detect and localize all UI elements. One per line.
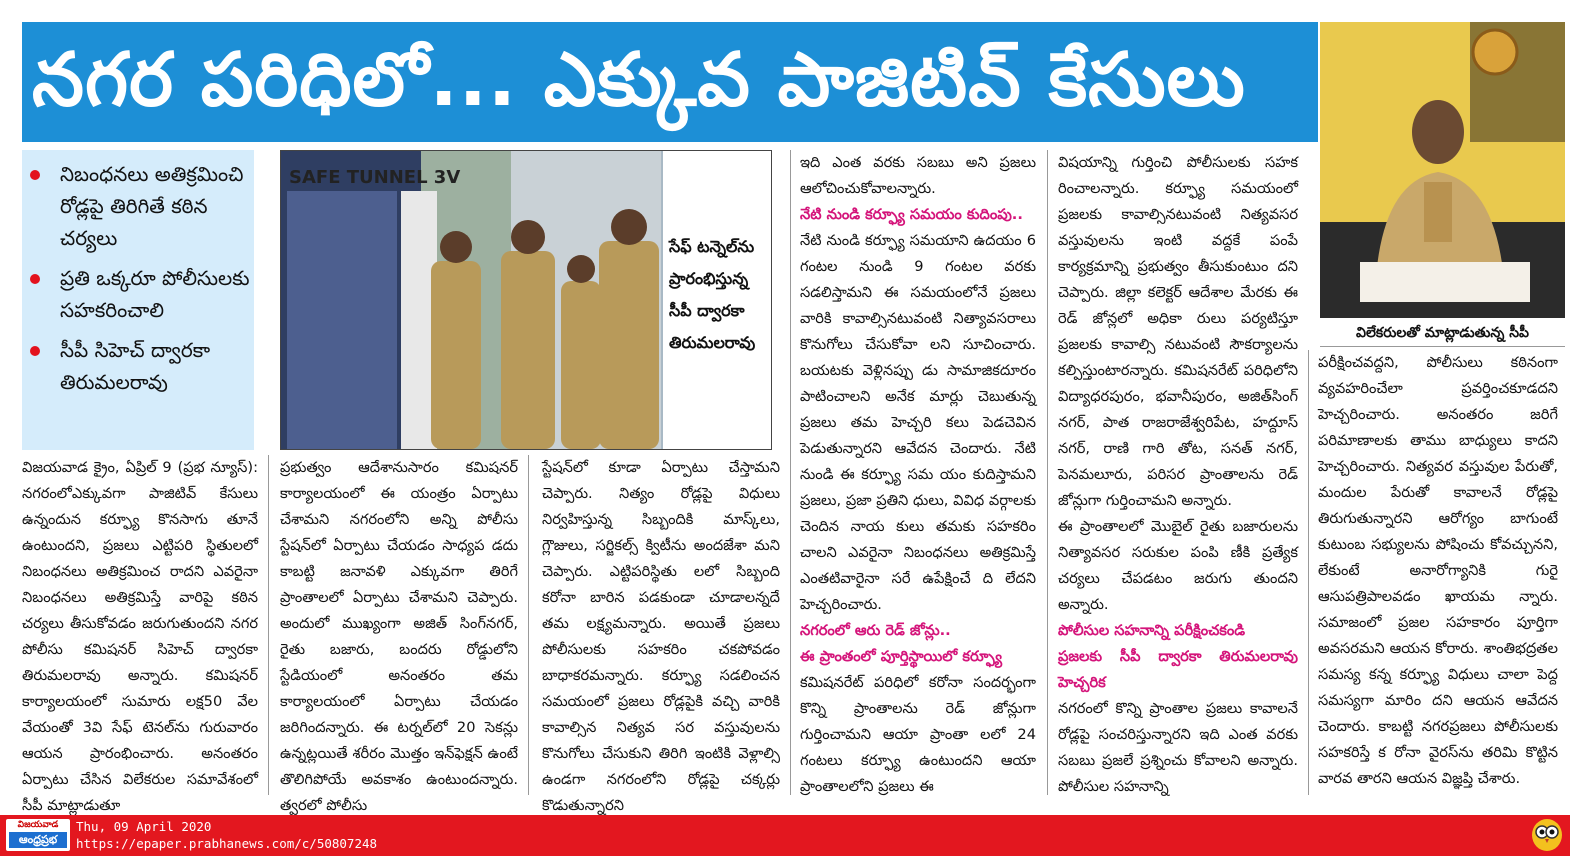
highlight-item: ప్రతి ఒక్కరూ పోలీసులకు సహకరించాలి xyxy=(22,262,254,326)
article-text: నేటి నుండి కర్ఫ్యూ సమయాని ఉదయం 6 గంటల నుండి 9 గంటల వరకు సడలిస్తామని ఈ సమయంలోనే ప్రజలు వారికి కావాల్సినటువంటి నిత్యావసరాలు కొనుగోలు చేసుకోవా లని సూచించారు. బయటకు వెళ్లినప్పు డు సామాజికదూరం పాటించాలని అనేక మార్లు చెబుతున్న ప్రజలు తమ హెచ్చరి కలు పెడచెవిన పెడుతున్నారని ఆవేదన చెందారు. నేటి నుండి ఈ కర్ఫ్యూ సమ యం కుదిస్తామని ప్రజలు, ప్రజా ప్రతిని ధులు, వివిధ వర్గాలకు చెందిన నాయ కులు తమకు సహకరిం చాలని ఎవరైనా నిబంధనలు అతిక్రమిస్తే ఎంతటివారైనా సరే ఉపేక్షించే ది లేదని హెచ్చరించారు. xyxy=(800,232,1036,613)
article-text: స్టేషన్‌లో కూడా ఏర్పాటు చేస్తామని చెప్పారు. నిత్యం రోడ్లపై విధులు నిర్వహిస్తున్న సిబ్బందికి మాస్క్‌లు, గ్లౌజులు, సర్జికల్స్ క్విటీను అందజేశా మని చెప్పారు. ఎట్టిపరిస్థితు లలో సిబ్బంది కరోనా బారిన పడకుండా చూడాలన్నదే తమ లక్ష్యమన్నారు. అయితే ప్రజలు పోలీసులకు సహకరిం చకపోవడం బాధాకరమన్నారు. కర్ఫ్యూ సడలించన సమయంలో ప్రజలు రోడ్లపైకి వచ్చి వారికి కావాల్సిన నిత్యవ సర వస్తువులను కొనుగోలు చేసుకుని తిరిగి ఇంటికి వెళ్లాల్సి ఉండగా నగరంలోని రోడ్లపై చక్కర్లు కొడుతున్నారని xyxy=(542,459,780,814)
column-rule xyxy=(528,455,529,795)
commissioner-illustration xyxy=(1320,22,1565,318)
headline-banner xyxy=(22,22,1318,142)
tunnel-sign: SAFE TUNNEL 3V xyxy=(289,167,461,188)
commissioner-photo xyxy=(1320,22,1565,318)
bullet-dot-icon xyxy=(30,274,40,284)
column-2 xyxy=(280,455,518,814)
article-text: విజయవాడ క్రైం, ఏప్రిల్ 9 (ప్రభ న్యూస్): నగరంలోఎక్కువగా పాజిటివ్ కేసులు ఉన్నందున కర్ఫ్యూ కొనసాగు తూనే ఉంటుందని, ప్రజలు ఎట్టిపరి స్థితులలో నిబంధనలు అతిక్రమించ రాదని ఎవరైనా నిబంధనలు అతిక్రమిస్తే వారిపై కఠిన చర్యలు తీసుకోవడం జరుగుతుందని నగర పోలీసు కమిషనర్ సిహెచ్ ద్వారకా తిరుమలరావు అన్నారు. కమిషనర్ కార్యాలయంలో సుమారు లక్ష50 వేల వేయంతో 3వి సేఫ్ టెనల్‌ను గురువారం ఆయన ప్రారంభించారు. అనంతరం ఏర్పాటు చేసిన విలేకరుల సమావేశంలో సీపీ మాట్లాడుతూ xyxy=(22,459,258,814)
column-rule xyxy=(1308,350,1309,795)
headline: నగర పరిధిలో... ఎక్కువ పాజిటివ్ కేసులు xyxy=(32,37,1246,123)
epaper-url[interactable]: https://epaper.prabhanews.com/c/50807248 xyxy=(76,836,378,851)
subheading: ప్రజలకు సీపీ ద్వారకా తిరుమలరావు హెచ్చరిక xyxy=(1058,648,1298,691)
column-rule xyxy=(268,455,269,795)
column-4 xyxy=(800,150,1036,795)
highlight-item: నిబంధనలు అతిక్రమించి రోడ్లపై తిరిగితే కఠిన చర్యలు xyxy=(22,158,254,254)
article-text: కమిషనరేట్ పరిధిలో కరోనా సందర్భంగా కొన్ని ప్రాంతాలను రెడ్ జోన్లుగా గుర్తించామని ఆయా ప్రాంతా లలో 24 గంటలు కర్ఫ్యూ ఉంటుందని ఆయా ప్రాంతాలలోని ప్రజలు ఈ xyxy=(800,674,1036,795)
subheading: నేటి నుండి కర్ఫ్యూ సమయం కుదింపు.. xyxy=(800,206,1023,223)
column-rule xyxy=(790,150,791,795)
footer-info xyxy=(76,818,377,852)
article-text: ఇది ఎంత వరకు సబబు అని ప్రజలు ఆలోచించుకోవాలన్నారు. xyxy=(800,154,1036,197)
article-text: విషయాన్ని గుర్తించి పోలీసులకు సహక రించాలన్నారు. కర్ఫ్యూ సమయంలో ప్రజలకు కావాల్సినటువంటి నిత్యవసర వస్తువులను ఇంటి వద్దకే పంపే కార్యక్రమాన్ని ప్రభుత్వం తీసుకుంటుం దని చెప్పారు. జిల్లా కలెక్టర్ ఆదేశాల మేరకు ఈ రెడ్ జోన్లలో అధికా రులు పర్యటిస్తూ ప్రజలకు కావాల్సి నటువంటి సౌకర్యాలను కల్పిస్తుంటారన్నారు. కమిషనరేట్ పరిధిలోని విద్యాధరపురం, భవానీపురం, అజిత్‌సింగ్ నగర్, పాత రాజరాజేశ్వరిపేట, హద్దూస్ నగర్, రాణి గారి తోట, సనత్ నగర్, పెనమలూరు, పరిసర ప్రాంతాలను రెడ్ జోన్లుగా గుర్తించామని అన్నారు. xyxy=(1058,154,1298,509)
subheading: ఈ ప్రాంతంలో పూర్తిస్థాయిలో కర్ఫ్యూ xyxy=(800,648,1003,665)
highlight-item: సీపీ సిహెచ్ ద్వారకా తిరుమలరావు xyxy=(22,334,254,398)
commissioner-photo-caption: విలేకరులతో మాట్లాడుతున్న సీపీ xyxy=(1320,320,1565,347)
publication-logo[interactable]: విజయవాడ ఆంధ్రప్రభ xyxy=(6,819,70,851)
article-text: ఈ ప్రాంతాలలో మొబైల్ రైతు బజారులను నిత్యావసర సరుకుల పంపి ణీకి ప్రత్యేక చర్యలు చేపడటం జరుగు తుందని అన్నారు. xyxy=(1058,518,1298,613)
highlights-box xyxy=(22,150,254,450)
edition-date: Thu, 09 April 2020 xyxy=(76,819,212,834)
column-1 xyxy=(22,455,258,814)
subheading: నగరంలో ఆరు రెడ్ జోన్లు.. xyxy=(800,622,951,639)
footer-bar xyxy=(0,815,1570,856)
article-text: నగరంలో కొన్ని ప్రాంతాల ప్రజలు కావాలనే రోడ్లపై సంచరిస్తున్నారని ఇది ఎంత వరకు సబబు ప్రజలే ప్రశ్నించు కోవాలని అన్నారు. పోలీసుల సహనాన్ని xyxy=(1058,700,1298,795)
bullet-dot-icon xyxy=(30,346,40,356)
column-6 xyxy=(1318,350,1558,795)
column-3 xyxy=(542,455,780,814)
subheading: పోలీసుల సహనాన్ని పరీక్షించకండి xyxy=(1058,622,1246,639)
article-text: పరీక్షించవద్దని, పోలీసులు కఠినంగా వ్యవహరించేలా ప్రవర్తించకూడదని హెచ్చరించారు. అనంతరం జరిగే పరిమాణాలకు తాము బాధ్యులు కాదని హెచ్చరించారు. నిత్యవర వస్తువుల పేరుతో, మందుల పేరుతో కావాలనే రోడ్లపై తిరుగుతున్నారని ఆరోగ్యం బాగుంటే కుటుంబ సభ్యులను పోషించు కోవచ్చునని, లేకుంటే అనారోగ్యానికి గురై ఆసుపత్రిపాలవడం ఖాయమ న్నారు. సమాజంలో ప్రజల సహకారం పూర్తిగా అవసరమని ఆయన కోరారు. శాంతిభద్రతల సమస్య కన్న కర్ఫ్యూ విధులు చాలా పెద్ద సమస్యగా మారిం దని ఆయన ఆవేదన చెందారు. కాబట్టి నగరప్రజలు పోలీసులకు సహకరిస్తే క రోనా వైరస్‌ను తరిమి కొట్టిన వారవ తారని ఆయన విజ్ఞప్తి చేశారు. xyxy=(1318,354,1558,787)
bullet-dot-icon xyxy=(30,170,40,180)
article-text: ప్రభుత్వం ఆదేశానుసారం కమిషనర్ కార్యాలయంలో ఈ యంత్రం ఏర్పాటు చేశామని నగరంలోని అన్ని పోలీసు స్టేషన్‌లో ఏర్పాటు చేయడం సాధ్యప డదు కాబట్టి జనావళి ఎక్కువగా తిరిగే ప్రాంతాలలో ఏర్పాటు చేశామని చెప్పారు. అందులో ముఖ్యంగా అజిత్ సింగ్‌నగర్, రైతు బజారు, బందరు రోడ్డులోని స్టేడియంలో అనంతరం తమ కార్యాలయంలో ఏర్పాటు చేయడం జరిగిందన్నారు. ఈ టర్నల్‌లో 20 సెకన్లు ఉన్నట్లయితే శరీరం మొత్తం ఇన్‌ఫెక్షన్ ఉంటే తొలిగిపోయే అవకాశం ఉంటుందన్నారు. త్వరలో పోలీసు xyxy=(280,459,518,814)
safe-tunnel-photo xyxy=(280,150,772,450)
owl-icon xyxy=(1532,819,1562,851)
photo-caption: సేఫ్ టన్నెల్‌ను ప్రారంభిస్తున్న సీపీ ద్వారకా తిరుమలరావు xyxy=(663,151,771,449)
column-rule xyxy=(1047,150,1048,795)
column-5 xyxy=(1058,150,1298,795)
